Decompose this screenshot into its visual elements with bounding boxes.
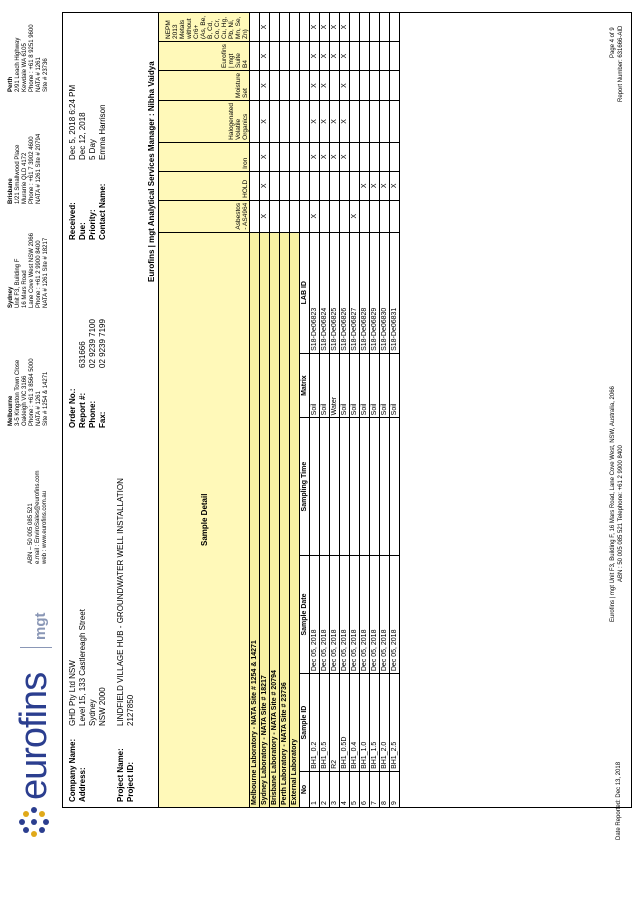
- analysis-mark: X: [320, 13, 330, 42]
- contact-label: Contact Name:: [98, 183, 107, 240]
- lab-mark: X: [260, 13, 270, 42]
- analysis-mark: [340, 171, 350, 200]
- sample-detail-title: Sample Detail: [159, 232, 250, 807]
- email-line[interactable]: e.mail : EnviroSales@eurofins.com: [35, 470, 41, 564]
- office-city: Perth: [8, 76, 14, 92]
- analysis-mark: X: [330, 100, 340, 142]
- footer-address: Eurofins | mgt Unit F3, Building F, 16 Mars Road, Lane Cove West, NSW, Australia, 2066: [610, 386, 616, 622]
- sampling-time: [370, 418, 380, 556]
- analysis-name: Halogenated Volatile Organics: [159, 100, 250, 142]
- lab-mark: [290, 13, 300, 42]
- col-blank: [300, 100, 310, 142]
- analysis-mark: [360, 200, 370, 232]
- analysis-mark: X: [330, 142, 340, 171]
- analysis-header-row: [159, 13, 250, 808]
- office-city: Melbourne: [8, 395, 14, 426]
- sample-id: BH1_0.5D: [340, 674, 350, 772]
- project-id-value: 2127850: [126, 694, 135, 726]
- analysis-mark: [370, 142, 380, 171]
- col-blank: [300, 171, 310, 200]
- lab-mark: X: [260, 71, 270, 101]
- office-line: Oakleigh VIC 3166: [22, 375, 28, 426]
- office-line: 16 Mars Road: [22, 270, 28, 308]
- lab-mark: X: [260, 171, 270, 200]
- analysis-mark: X: [310, 142, 320, 171]
- sampling-time: [380, 418, 390, 556]
- lab-mark: [270, 42, 280, 71]
- sample-date: Dec 05, 2018: [370, 555, 380, 673]
- col-sample-id: Sample ID: [300, 674, 310, 772]
- sample-row: [340, 13, 350, 808]
- office-line: 3-5 Kingston Town Close: [15, 359, 21, 426]
- analysis-mark: [390, 100, 400, 142]
- services-manager: Eurofins | mgt Analytical Services Manager : Nibha Vaidya: [147, 61, 156, 282]
- office-brisbane: [8, 84, 43, 204]
- lab-mark: [250, 200, 260, 232]
- analysis-mark: X: [350, 200, 360, 232]
- sample-row: [330, 13, 340, 808]
- sample-id: BH1_1.5: [370, 674, 380, 772]
- analysis-mark: X: [320, 71, 330, 101]
- analysis-mark: [390, 71, 400, 101]
- analysis-name: NEPM 2013 Metals without Cr6+ (As, Be, B, Cd, Co, Cr, Cu, Hg, Pb, Ni, Mn, Se, Zn): [159, 13, 250, 42]
- analysis-mark: X: [340, 142, 350, 171]
- analysis-name: HOLD: [159, 171, 250, 200]
- logo-wordmark: eurofins: [13, 672, 55, 800]
- analysis-mark: [390, 13, 400, 42]
- column-header-row: [300, 13, 310, 808]
- priority-label: Priority:: [88, 209, 97, 240]
- lab-name: Sydney Laboratory - NATA Site # 18217: [260, 232, 270, 807]
- col-blank: [300, 71, 310, 101]
- analysis-mark: [330, 200, 340, 232]
- analysis-mark: [380, 100, 390, 142]
- lab-row: [290, 13, 300, 808]
- office-line: NATA # 1261: [36, 391, 42, 426]
- fax-label: Fax:: [98, 411, 107, 428]
- project-name-value: LINDFIELD VILLAGE HUB - GROUNDWATER WELL INSTALLATION: [116, 478, 125, 726]
- sample-no: 1: [310, 771, 320, 807]
- sample-row: [320, 13, 330, 808]
- office-line: Site # 23736: [43, 58, 49, 92]
- lab-mark: [270, 100, 280, 142]
- sample-lab-id: S18-De06831: [390, 232, 400, 353]
- sample-matrix: Soil: [370, 353, 380, 417]
- company-label: Company Name:: [68, 738, 77, 802]
- received-label: Received:: [68, 202, 77, 240]
- sample-no: 8: [380, 771, 390, 807]
- sample-lab-id: S18-De06823: [310, 232, 320, 353]
- office-line: NATA # 1261 Site # 20794: [36, 133, 42, 204]
- analysis-mark: X: [320, 42, 330, 71]
- office-perth: [8, 2, 50, 92]
- analysis-mark: X: [340, 13, 350, 42]
- lab-mark: [280, 71, 290, 101]
- analysis-mark: [380, 200, 390, 232]
- phone-value: 02 9239 7100: [88, 319, 97, 368]
- analysis-mark: [350, 142, 360, 171]
- office-melbourne: [8, 296, 50, 426]
- project-id-label: Project ID:: [126, 761, 135, 802]
- sample-matrix: Water: [330, 353, 340, 417]
- sample-row: [350, 13, 360, 808]
- lab-name: Melbourne Laboratory - NATA Site # 1254 & 14271: [250, 232, 260, 807]
- col-blank: [300, 13, 310, 42]
- received-value: Dec 5, 2018 6:24 PM: [68, 84, 77, 160]
- col-blank: [300, 42, 310, 71]
- analysis-mark: [340, 200, 350, 232]
- sample-row: [360, 13, 370, 808]
- lab-mark: X: [260, 42, 270, 71]
- sampling-time: [320, 418, 330, 556]
- lab-mark: [270, 71, 280, 101]
- footer-date-reported: Date Reported: Dec 13, 2018: [616, 761, 622, 840]
- office-line: 2/91 Leach Highway: [15, 37, 21, 92]
- logo-sub: mgt: [32, 612, 49, 640]
- phone-label: Phone:: [88, 400, 97, 428]
- fax-value: 02 9239 7199: [98, 319, 107, 368]
- analysis-mark: X: [330, 13, 340, 42]
- lab-mark: [250, 142, 260, 171]
- sample-id: BH1_0.4: [350, 674, 360, 772]
- analysis-mark: X: [310, 71, 320, 101]
- lab-mark: [270, 13, 280, 42]
- sample-no: 4: [340, 771, 350, 807]
- analysis-mark: [350, 42, 360, 71]
- analysis-mark: [360, 71, 370, 101]
- sample-no: 5: [350, 771, 360, 807]
- analysis-mark: X: [310, 13, 320, 42]
- analysis-mark: X: [340, 42, 350, 71]
- logo-dots-icon: [16, 804, 52, 840]
- analysis-mark: [370, 71, 380, 101]
- sample-lab-id: S18-De06824: [320, 232, 330, 353]
- analysis-mark: [360, 142, 370, 171]
- sample-lab-id: S18-De06828: [360, 232, 370, 353]
- office-line: Phone : +61 2 9900 8400: [36, 240, 42, 308]
- sample-id: BH1_0.5: [320, 674, 330, 772]
- sample-row: [310, 13, 320, 808]
- sample-matrix: Soil: [360, 353, 370, 417]
- analysis-mark: [320, 200, 330, 232]
- analysis-mark: [380, 71, 390, 101]
- lab-mark: [290, 200, 300, 232]
- lab-mark: [250, 100, 260, 142]
- lab-mark: [290, 142, 300, 171]
- analysis-mark: [360, 13, 370, 42]
- eurofins-logo: [12, 610, 60, 840]
- sample-id: BH1_0.2: [310, 674, 320, 772]
- analysis-mark: [330, 171, 340, 200]
- office-line: Unit F3, Building F: [15, 258, 21, 308]
- analysis-mark: [390, 200, 400, 232]
- sample-date: Dec 05, 2018: [340, 555, 350, 673]
- lab-mark: [250, 13, 260, 42]
- sample-id: R2: [330, 674, 340, 772]
- analysis-mark: [360, 100, 370, 142]
- sample-lab-id: S18-De06826: [340, 232, 350, 353]
- lab-mark: [270, 142, 280, 171]
- lab-mark: X: [260, 142, 270, 171]
- lab-mark: [270, 200, 280, 232]
- analysis-mark: X: [370, 171, 380, 200]
- col-blank: [300, 200, 310, 232]
- sample-lab-id: S18-De06830: [380, 232, 390, 353]
- analysis-name: Asbestos - AS4964: [159, 200, 250, 232]
- analysis-mark: X: [310, 100, 320, 142]
- sample-no: 2: [320, 771, 330, 807]
- lab-mark: [250, 71, 260, 101]
- analysis-mark: [370, 42, 380, 71]
- office-line: Phone : +61 3 8564 5000: [29, 358, 35, 426]
- col-sampling-time: Sampling Time: [300, 418, 310, 556]
- col-sample-date: Sample Date: [300, 555, 310, 673]
- sample-date: Dec 05, 2018: [360, 555, 370, 673]
- lab-mark: [290, 42, 300, 71]
- lab-mark: [280, 200, 290, 232]
- sampling-time: [310, 418, 320, 556]
- analysis-mark: X: [310, 42, 320, 71]
- analysis-mark: [370, 200, 380, 232]
- sampling-time: [350, 418, 360, 556]
- lab-mark: [250, 42, 260, 71]
- sample-date: Dec 05, 2018: [350, 555, 360, 673]
- analysis-name: Moisture Set: [159, 71, 250, 101]
- office-city: Sydney: [8, 286, 14, 308]
- report-label: Report #:: [78, 392, 87, 428]
- sample-table: [158, 12, 400, 808]
- analysis-mark: X: [380, 171, 390, 200]
- sampling-time: [340, 418, 350, 556]
- analysis-mark: [380, 13, 390, 42]
- col-no: No: [300, 771, 310, 807]
- lab-name: External Laboratory: [290, 232, 300, 807]
- col-lab-id: LAB ID: [300, 232, 310, 353]
- analysis-mark: [320, 171, 330, 200]
- analysis-mark: [390, 42, 400, 71]
- order-label: Order No.:: [68, 388, 77, 428]
- analysis-mark: [370, 100, 380, 142]
- lab-mark: X: [260, 100, 270, 142]
- sample-matrix: Soil: [310, 353, 320, 417]
- lab-row: [280, 13, 290, 808]
- lab-mark: [280, 171, 290, 200]
- lab-row: [250, 13, 260, 808]
- sample-row: [380, 13, 390, 808]
- address-line: Level 15, 133 Castlereagh Street: [78, 609, 87, 726]
- analysis-mark: [390, 142, 400, 171]
- lab-mark: X: [260, 200, 270, 232]
- sample-date: Dec 05, 2018: [310, 555, 320, 673]
- sample-id: BH1_2.5: [390, 674, 400, 772]
- analysis-mark: [370, 13, 380, 42]
- analysis-mark: X: [340, 100, 350, 142]
- lab-mark: [280, 42, 290, 71]
- sample-no: 3: [330, 771, 340, 807]
- lab-mark: [270, 171, 280, 200]
- footer-page: Page 4 of 9: [610, 27, 616, 58]
- project-name-label: Project Name:: [116, 748, 125, 802]
- address-line: NSW 2000: [98, 687, 107, 726]
- priority-value: 5 Day: [88, 139, 97, 160]
- lab-name: Perth Laboratory - NATA Site # 23736: [280, 232, 290, 807]
- analysis-mark: [330, 71, 340, 101]
- analysis-mark: [380, 142, 390, 171]
- lab-mark: [250, 171, 260, 200]
- col-matrix: Matrix: [300, 353, 310, 417]
- sample-no: 7: [370, 771, 380, 807]
- analysis-mark: X: [310, 200, 320, 232]
- analysis-mark: [310, 171, 320, 200]
- lab-mark: [280, 13, 290, 42]
- sample-no: 9: [390, 771, 400, 807]
- analysis-name: Eurofins | mgt Suite B4: [159, 42, 250, 71]
- analysis-mark: X: [340, 71, 350, 101]
- office-line: NATA # 1261 Site # 18217: [43, 237, 49, 308]
- office-line: Lane Cove West NSW 2066: [29, 233, 35, 308]
- report-value: 631666: [78, 341, 87, 368]
- sample-id: BH1_2.0: [380, 674, 390, 772]
- office-line: Phone : +61 7 3902 4600: [29, 136, 35, 204]
- sampling-time: [390, 418, 400, 556]
- sample-date: Dec 05, 2018: [330, 555, 340, 673]
- analysis-mark: [380, 42, 390, 71]
- sampling-time: [360, 418, 370, 556]
- analysis-mark: [350, 71, 360, 101]
- sample-matrix: Soil: [350, 353, 360, 417]
- lab-name: Brisbane Laboratory - NATA Site # 20794: [270, 232, 280, 807]
- analysis-mark: [350, 13, 360, 42]
- office-line: Site # 1254 & 14271: [43, 371, 49, 426]
- sample-date: Dec 05, 2018: [380, 555, 390, 673]
- abn-block: [28, 414, 49, 564]
- sample-date: Dec 05, 2018: [390, 555, 400, 673]
- sample-matrix: Soil: [380, 353, 390, 417]
- analysis-mark: [360, 42, 370, 71]
- lab-row: [270, 13, 280, 808]
- logo-divider: [20, 647, 52, 648]
- lab-mark: [280, 142, 290, 171]
- analysis-mark: X: [360, 171, 370, 200]
- contact-value: Emma Harrison: [98, 104, 107, 160]
- sampling-time: [330, 418, 340, 556]
- office-city: Brisbane: [8, 178, 14, 204]
- sample-lab-id: S18-De06827: [350, 232, 360, 353]
- footer-report-number: Report Number: 631666-AID: [618, 25, 624, 102]
- analysis-mark: [350, 171, 360, 200]
- sample-matrix: Soil: [320, 353, 330, 417]
- sample-lab-id: S18-De06829: [370, 232, 380, 353]
- lab-mark: [290, 100, 300, 142]
- office-line: Murarrie QLD 4172: [22, 152, 28, 204]
- analysis-mark: [350, 100, 360, 142]
- sample-matrix: Soil: [340, 353, 350, 417]
- address-label: Address:: [78, 767, 87, 802]
- office-line: Kewdale WA 6105: [22, 43, 28, 92]
- office-line: NATA # 1261: [36, 57, 42, 92]
- analysis-mark: X: [330, 42, 340, 71]
- col-blank: [300, 142, 310, 171]
- office-line: Phone : +61 8 9251 9600: [29, 24, 35, 92]
- sample-id: BH1_1.0: [360, 674, 370, 772]
- sample-date: Dec 05, 2018: [320, 555, 330, 673]
- sample-matrix: Soil: [390, 353, 400, 417]
- analysis-mark: X: [390, 171, 400, 200]
- address-line: Sydney: [88, 699, 97, 726]
- sample-row: [370, 13, 380, 808]
- lab-mark: [290, 171, 300, 200]
- analysis-mark: X: [320, 142, 330, 171]
- abn-line: ABN – 50 005 085 521: [28, 503, 34, 564]
- lab-row: [260, 13, 270, 808]
- sample-table-body: [159, 13, 400, 808]
- sample-no: 6: [360, 771, 370, 807]
- web-line[interactable]: web : www.eurofins.com.au: [42, 490, 48, 564]
- office-line: 1/21 Smallwood Place: [15, 144, 21, 204]
- lab-mark: [280, 100, 290, 142]
- lab-mark: [290, 71, 300, 101]
- due-label: Due:: [78, 222, 87, 240]
- analysis-mark: X: [320, 100, 330, 142]
- analysis-name: Iron: [159, 142, 250, 171]
- due-value: Dec 12, 2018: [78, 112, 87, 160]
- footer-abn: ABN : 50 005 085 521 Telephone: +61 2 9900 8400: [618, 445, 624, 582]
- sample-lab-id: S18-De06825: [330, 232, 340, 353]
- sample-row: [390, 13, 400, 808]
- company-value: GHD Pty Ltd NSW: [68, 660, 77, 726]
